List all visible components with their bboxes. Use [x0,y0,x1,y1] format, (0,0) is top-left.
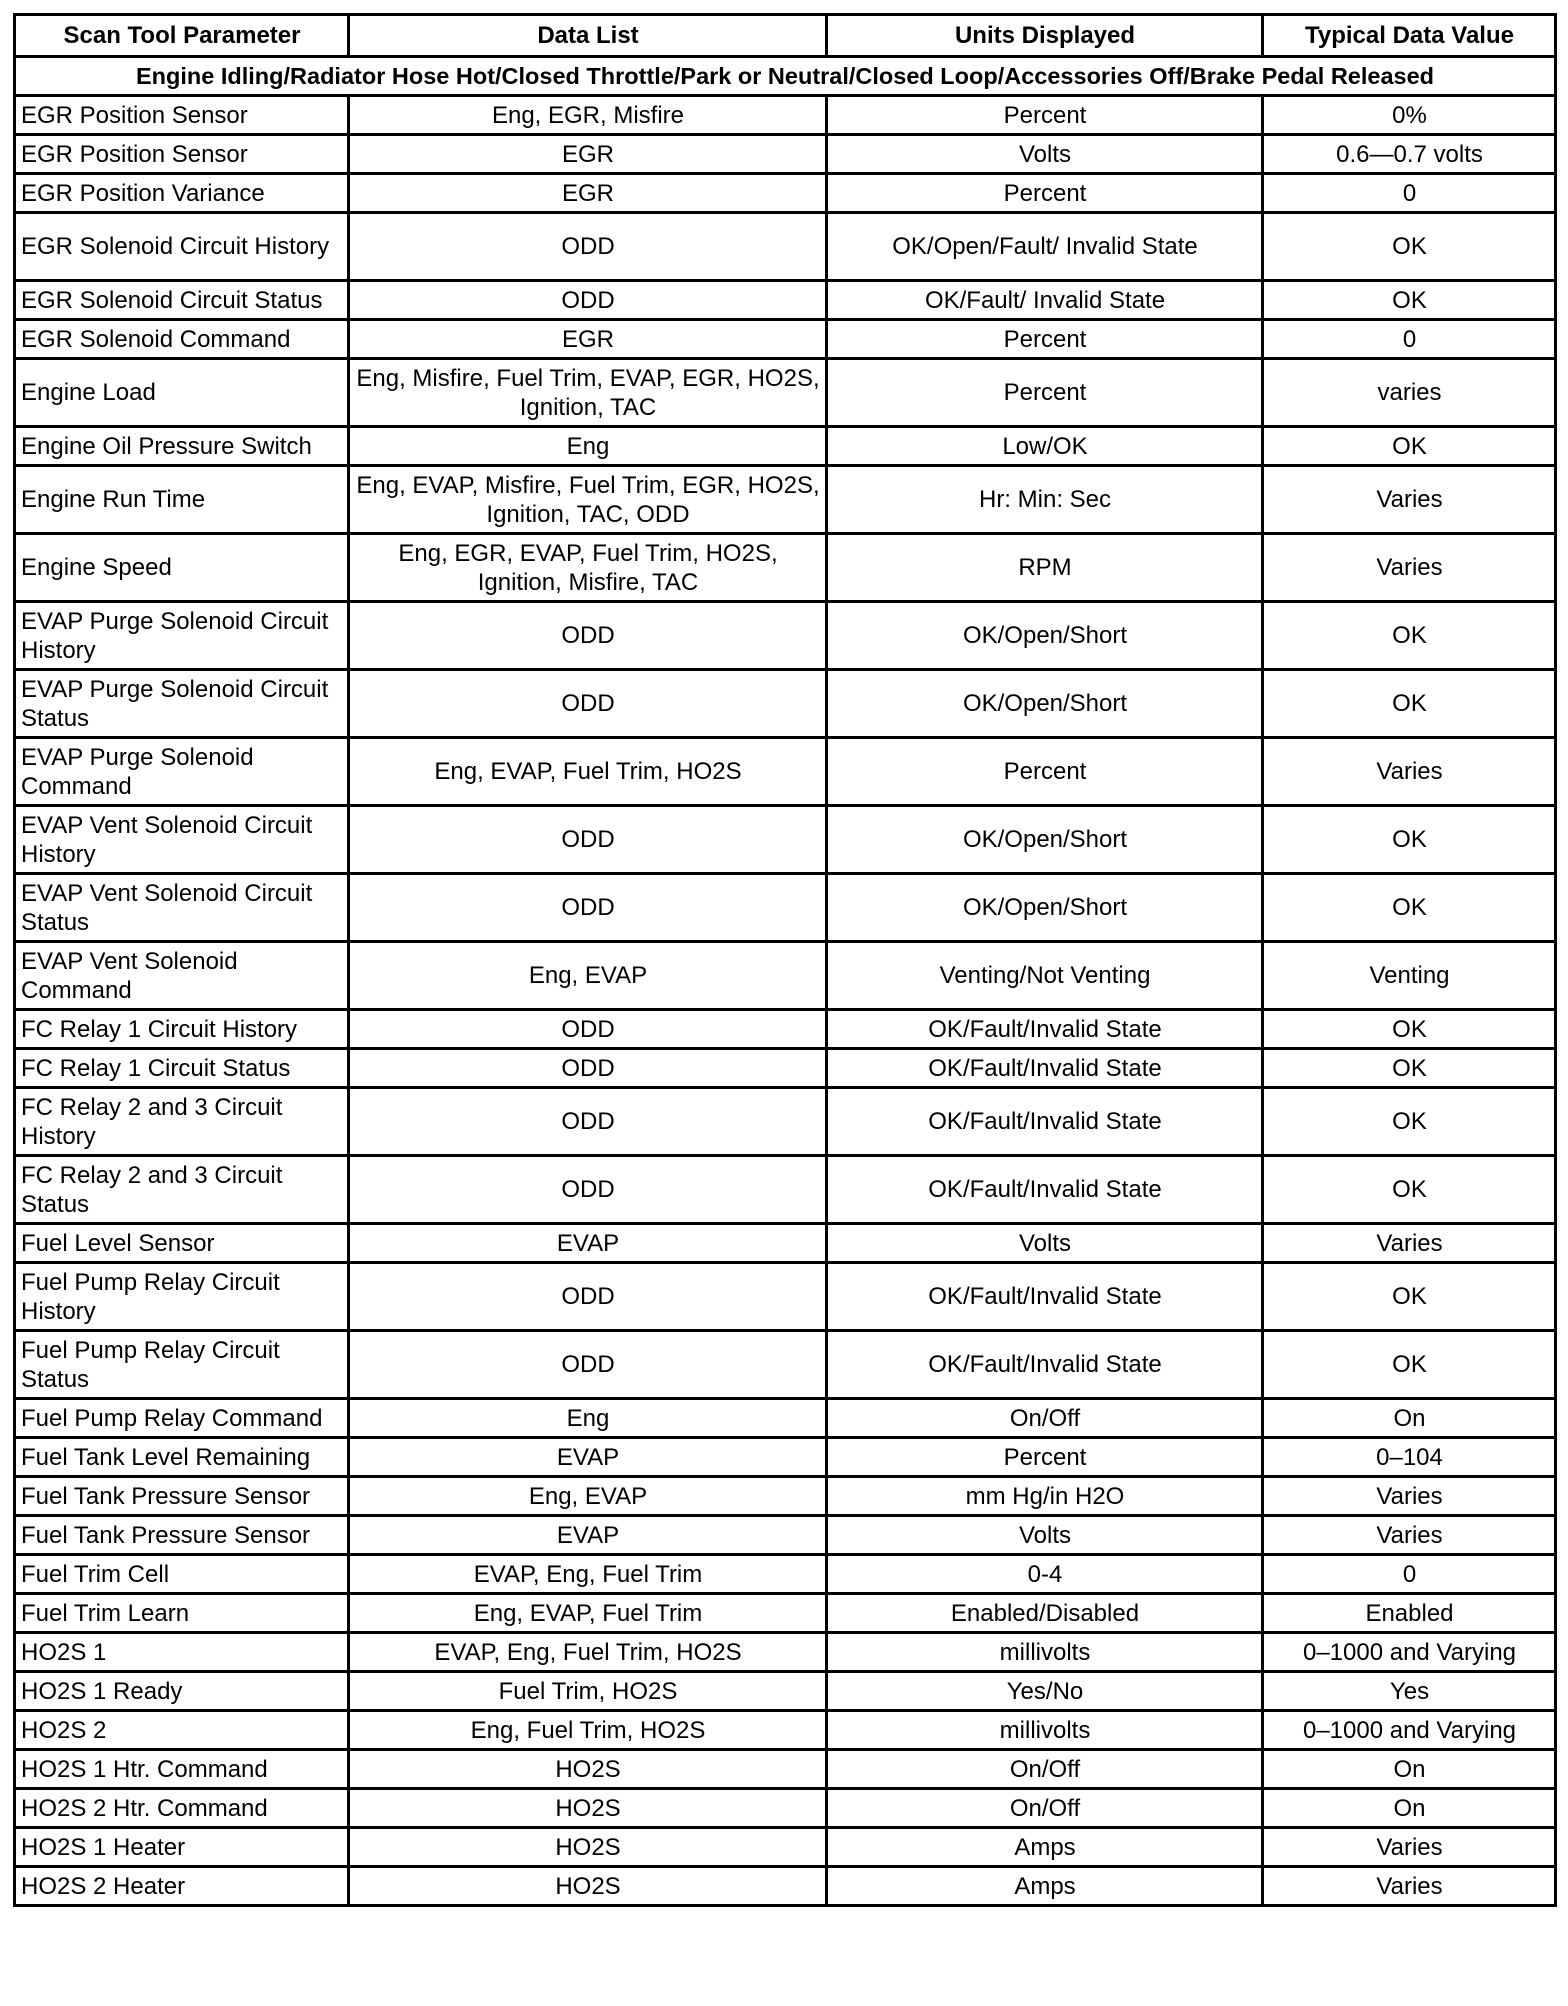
cell-data-list: ODD [349,1088,827,1156]
cell-data-list: ODD [349,806,827,874]
cell-units-displayed: Amps [827,1828,1263,1867]
cell-units-displayed: OK/Fault/Invalid State [827,1010,1263,1049]
table-row [15,1711,1556,1750]
cell-scan-tool-parameter: Fuel Pump Relay Circuit Status [15,1331,349,1399]
cell-units-displayed: On/Off [827,1399,1263,1438]
table-row [15,1516,1556,1555]
cell-data-list: Eng, EVAP [349,942,827,1010]
cell-units-displayed: Low/OK [827,427,1263,466]
cell-units-displayed: On/Off [827,1789,1263,1828]
table-row [15,670,1556,738]
cell-typical-data-value: Venting [1263,942,1556,1010]
cell-data-list: Eng, EGR, Misfire [349,96,827,135]
table-row [15,1010,1556,1049]
cell-data-list: ODD [349,670,827,738]
header-row [15,15,1556,57]
table-row [15,1438,1556,1477]
cell-scan-tool-parameter: Fuel Pump Relay Circuit History [15,1263,349,1331]
cell-units-displayed: On/Off [827,1750,1263,1789]
table-row [15,359,1556,427]
cell-scan-tool-parameter: FC Relay 1 Circuit Status [15,1049,349,1088]
cell-data-list: Eng, Fuel Trim, HO2S [349,1711,827,1750]
cell-typical-data-value: OK [1263,1088,1556,1156]
table-row [15,1156,1556,1224]
table-header [15,15,1556,57]
cell-typical-data-value: Varies [1263,1477,1556,1516]
cell-typical-data-value: OK [1263,602,1556,670]
cell-scan-tool-parameter: Fuel Trim Learn [15,1594,349,1633]
cell-scan-tool-parameter: HO2S 2 [15,1711,349,1750]
table-row [15,320,1556,359]
cell-units-displayed: Yes/No [827,1672,1263,1711]
cell-typical-data-value: OK [1263,1049,1556,1088]
cell-units-displayed: Percent [827,359,1263,427]
cell-typical-data-value: Varies [1263,1224,1556,1263]
cell-typical-data-value: 0 [1263,1555,1556,1594]
cell-typical-data-value: 0–104 [1263,1438,1556,1477]
cell-units-displayed: 0-4 [827,1555,1263,1594]
cell-units-displayed: Percent [827,738,1263,806]
cell-units-displayed: millivolts [827,1711,1263,1750]
cell-data-list: Eng, EGR, EVAP, Fuel Trim, HO2S, Ignition, Misfire, TAC [349,534,827,602]
cell-scan-tool-parameter: Fuel Trim Cell [15,1555,349,1594]
table-row [15,806,1556,874]
table-row [15,427,1556,466]
table-row [15,1049,1556,1088]
cell-scan-tool-parameter: HO2S 2 Htr. Command [15,1789,349,1828]
cell-typical-data-value: Varies [1263,738,1556,806]
cell-data-list: ODD [349,1049,827,1088]
cell-data-list: ODD [349,1156,827,1224]
scan-tool-data-table [13,13,1557,1907]
cell-scan-tool-parameter: EGR Solenoid Circuit Status [15,281,349,320]
table-row [15,602,1556,670]
cell-data-list: HO2S [349,1750,827,1789]
cell-units-displayed: Percent [827,174,1263,213]
cell-units-displayed: OK/Fault/ Invalid State [827,281,1263,320]
cell-typical-data-value: 0% [1263,96,1556,135]
cell-units-displayed: OK/Fault/Invalid State [827,1331,1263,1399]
cell-scan-tool-parameter: HO2S 2 Heater [15,1867,349,1906]
table-row [15,1477,1556,1516]
table-row [15,1224,1556,1263]
cell-typical-data-value: varies [1263,359,1556,427]
cell-units-displayed: Volts [827,135,1263,174]
cell-typical-data-value: OK [1263,806,1556,874]
cell-scan-tool-parameter: HO2S 1 Heater [15,1828,349,1867]
cell-typical-data-value: OK [1263,213,1556,281]
table-row [15,1263,1556,1331]
cell-data-list: Eng, EVAP, Fuel Trim [349,1594,827,1633]
table-row [15,738,1556,806]
table-row [15,1867,1556,1906]
cell-units-displayed: mm Hg/in H2O [827,1477,1263,1516]
cell-scan-tool-parameter: EVAP Purge Solenoid Command [15,738,349,806]
cell-scan-tool-parameter: FC Relay 2 and 3 Circuit Status [15,1156,349,1224]
cell-scan-tool-parameter: EVAP Vent Solenoid Circuit History [15,806,349,874]
cell-units-displayed: Percent [827,96,1263,135]
cell-data-list: HO2S [349,1828,827,1867]
cell-units-displayed: millivolts [827,1633,1263,1672]
cell-units-displayed: OK/Fault/Invalid State [827,1263,1263,1331]
cell-typical-data-value: OK [1263,1331,1556,1399]
cell-units-displayed: RPM [827,534,1263,602]
cell-scan-tool-parameter: Engine Run Time [15,466,349,534]
cell-units-displayed: OK/Open/Short [827,602,1263,670]
cell-data-list: EGR [349,174,827,213]
cell-typical-data-value: OK [1263,427,1556,466]
cell-units-displayed: OK/Fault/Invalid State [827,1156,1263,1224]
cell-scan-tool-parameter: HO2S 1 [15,1633,349,1672]
cell-data-list: Eng, Misfire, Fuel Trim, EVAP, EGR, HO2S, Ignition, TAC [349,359,827,427]
operating-condition: Engine Idling/Radiator Hose Hot/Closed Throttle/Park or Neutral/Closed Loop/Accessories Off/Brake Pedal Released [15,57,1556,96]
cell-data-list: ODD [349,874,827,942]
cell-scan-tool-parameter: Engine Load [15,359,349,427]
cell-data-list: Eng, EVAP, Misfire, Fuel Trim, EGR, HO2S, Ignition, TAC, ODD [349,466,827,534]
cell-typical-data-value: OK [1263,1010,1556,1049]
table-row [15,1555,1556,1594]
cell-units-displayed: Percent [827,320,1263,359]
cell-units-displayed: OK/Fault/Invalid State [827,1088,1263,1156]
cell-typical-data-value: 0 [1263,320,1556,359]
cell-scan-tool-parameter: EGR Solenoid Circuit History [15,213,349,281]
cell-typical-data-value: Varies [1263,1516,1556,1555]
cell-units-displayed: Volts [827,1224,1263,1263]
cell-data-list: ODD [349,1331,827,1399]
cell-scan-tool-parameter: HO2S 1 Ready [15,1672,349,1711]
cell-typical-data-value: OK [1263,1156,1556,1224]
cell-units-displayed: Volts [827,1516,1263,1555]
cell-data-list: Eng, EVAP, Fuel Trim, HO2S [349,738,827,806]
cell-units-displayed: OK/Open/Short [827,806,1263,874]
header-typical-data-value: Typical Data Value [1263,15,1556,57]
cell-scan-tool-parameter: Engine Speed [15,534,349,602]
condition-row [15,57,1556,96]
cell-typical-data-value: 0 [1263,174,1556,213]
cell-units-displayed: OK/Open/Short [827,670,1263,738]
cell-typical-data-value: Varies [1263,534,1556,602]
cell-scan-tool-parameter: FC Relay 2 and 3 Circuit History [15,1088,349,1156]
table-row [15,1750,1556,1789]
cell-scan-tool-parameter: Fuel Tank Pressure Sensor [15,1516,349,1555]
table-row [15,1331,1556,1399]
cell-typical-data-value: On [1263,1399,1556,1438]
cell-scan-tool-parameter: EVAP Vent Solenoid Command [15,942,349,1010]
cell-typical-data-value: OK [1263,874,1556,942]
table-row [15,942,1556,1010]
cell-typical-data-value: OK [1263,281,1556,320]
cell-units-displayed: OK/Fault/Invalid State [827,1049,1263,1088]
cell-data-list: EVAP, Eng, Fuel Trim [349,1555,827,1594]
table-row [15,534,1556,602]
cell-data-list: ODD [349,281,827,320]
table-row [15,1633,1556,1672]
cell-typical-data-value: Varies [1263,1828,1556,1867]
cell-units-displayed: Enabled/Disabled [827,1594,1263,1633]
table-body [15,57,1556,1906]
cell-typical-data-value: Varies [1263,466,1556,534]
header-data-list: Data List [349,15,827,57]
table-row [15,1088,1556,1156]
cell-typical-data-value: 0–1000 and Varying [1263,1633,1556,1672]
cell-units-displayed: Percent [827,1438,1263,1477]
cell-typical-data-value: Enabled [1263,1594,1556,1633]
table-row [15,1789,1556,1828]
cell-scan-tool-parameter: EGR Solenoid Command [15,320,349,359]
cell-scan-tool-parameter: EVAP Vent Solenoid Circuit Status [15,874,349,942]
cell-typical-data-value: On [1263,1789,1556,1828]
cell-typical-data-value: OK [1263,1263,1556,1331]
cell-scan-tool-parameter: Fuel Tank Pressure Sensor [15,1477,349,1516]
cell-data-list: EVAP [349,1516,827,1555]
cell-data-list: EVAP, Eng, Fuel Trim, HO2S [349,1633,827,1672]
cell-data-list: ODD [349,602,827,670]
cell-data-list: EVAP [349,1438,827,1477]
cell-scan-tool-parameter: Engine Oil Pressure Switch [15,427,349,466]
table-row [15,466,1556,534]
cell-typical-data-value: Yes [1263,1672,1556,1711]
cell-data-list: Eng, EVAP [349,1477,827,1516]
cell-scan-tool-parameter: EVAP Purge Solenoid Circuit Status [15,670,349,738]
table-row [15,96,1556,135]
table-row [15,1672,1556,1711]
cell-typical-data-value: On [1263,1750,1556,1789]
cell-units-displayed: OK/Open/Fault/ Invalid State [827,213,1263,281]
cell-data-list: ODD [349,1263,827,1331]
header-units-displayed: Units Displayed [827,15,1263,57]
table-row [15,174,1556,213]
cell-scan-tool-parameter: Fuel Pump Relay Command [15,1399,349,1438]
cell-data-list: ODD [349,1010,827,1049]
cell-units-displayed: Venting/Not Venting [827,942,1263,1010]
cell-scan-tool-parameter: Fuel Level Sensor [15,1224,349,1263]
table-row [15,135,1556,174]
cell-data-list: ODD [349,213,827,281]
table-row [15,1828,1556,1867]
cell-data-list: Eng [349,1399,827,1438]
table-row [15,1594,1556,1633]
cell-data-list: HO2S [349,1867,827,1906]
table-row [15,281,1556,320]
cell-typical-data-value: Varies [1263,1867,1556,1906]
header-scan-tool-parameter: Scan Tool Parameter [15,15,349,57]
cell-units-displayed: Hr: Min: Sec [827,466,1263,534]
cell-scan-tool-parameter: Fuel Tank Level Remaining [15,1438,349,1477]
cell-units-displayed: Amps [827,1867,1263,1906]
cell-data-list: EVAP [349,1224,827,1263]
cell-data-list: EGR [349,135,827,174]
cell-scan-tool-parameter: EVAP Purge Solenoid Circuit History [15,602,349,670]
cell-typical-data-value: 0.6—0.7 volts [1263,135,1556,174]
cell-data-list: Fuel Trim, HO2S [349,1672,827,1711]
cell-units-displayed: OK/Open/Short [827,874,1263,942]
cell-typical-data-value: 0–1000 and Varying [1263,1711,1556,1750]
cell-data-list: Eng [349,427,827,466]
cell-typical-data-value: OK [1263,670,1556,738]
cell-scan-tool-parameter: FC Relay 1 Circuit History [15,1010,349,1049]
table-row [15,874,1556,942]
cell-scan-tool-parameter: HO2S 1 Htr. Command [15,1750,349,1789]
table-row [15,213,1556,281]
cell-scan-tool-parameter: EGR Position Variance [15,174,349,213]
table-row [15,1399,1556,1438]
cell-data-list: HO2S [349,1789,827,1828]
cell-data-list: EGR [349,320,827,359]
cell-scan-tool-parameter: EGR Position Sensor [15,135,349,174]
cell-scan-tool-parameter: EGR Position Sensor [15,96,349,135]
